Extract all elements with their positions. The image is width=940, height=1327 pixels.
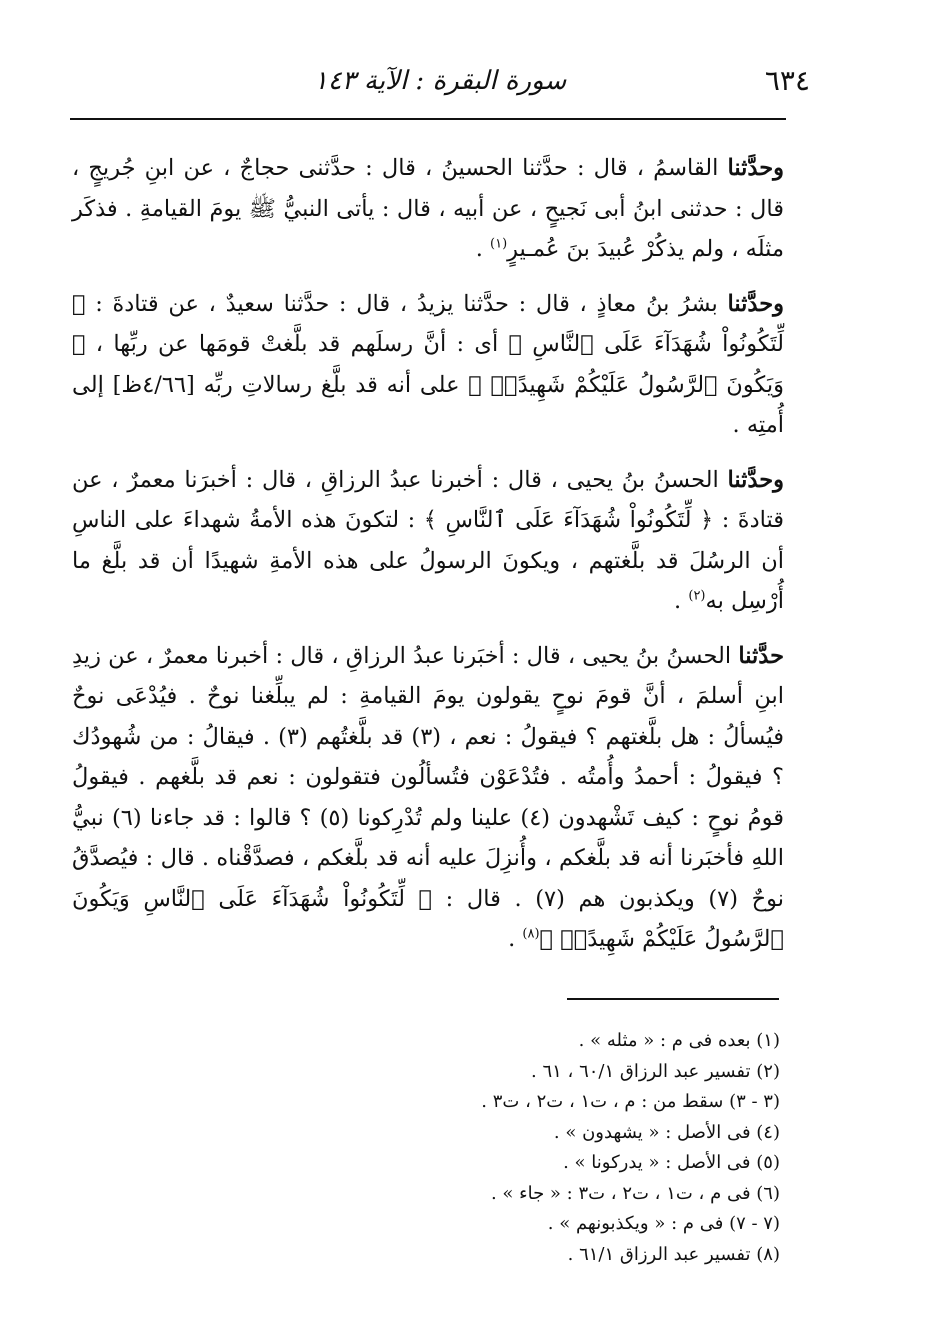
paragraph-text: الحسنُ بنُ يحيى ، قال : أخبرنا عبدُ الرزاقِ ، قال : أخبرَنا معمرٌ ، عن قتادةَ : ﴿ لِّتَكُونُواْ شُهَدَآءَ عَلَى ٱلنَّاسِ ﴾ : لتكونَ هذه الأمةُ شهداءَ على الناسِ أن الرسُلَ قد بلَّغتهم ، ويكونَ الرسولُ على هذه الأمةِ شهيدًا أن قد بلَّغ ما أُرْسِل به xyxy=(72,466,784,614)
page-number: ٦٣٤ xyxy=(764,64,810,97)
footnote: (٤) فى الأصل : « يشهدون » . xyxy=(553,1121,780,1143)
paragraph xyxy=(72,148,784,270)
paragraph xyxy=(72,284,784,446)
footnote: (٦) فى م ، ت١ ، ت٢ ، ت٣ : « جاء » . xyxy=(490,1182,780,1204)
footnote-ref: (٢) xyxy=(688,588,706,604)
paragraph-lead: وحدَّثنا xyxy=(727,155,785,181)
paragraph xyxy=(72,636,784,960)
footnote-ref: (١) xyxy=(490,236,508,252)
paragraph-text: القاسمُ ، قال : حدَّثنا الحسينُ ، قال : حدَّثنى حجاجٌ ، عن ابنِ جُريجٍ ، قال : حدثنى ابنُ أبى نَجيحٍ ، عن أبيه ، قال : يأتى النبيُّ ﷺ يومَ القيامةِ . فذكَر مثلَه ، ولم يذكُرْ عُبيدَ بنَ عُمـيرٍ xyxy=(72,155,784,262)
header-rule xyxy=(70,118,786,120)
main-text xyxy=(72,148,784,974)
paragraph-end: . xyxy=(475,236,490,262)
paragraph xyxy=(72,460,784,622)
footnotes xyxy=(120,1026,780,1270)
paragraph-end: . xyxy=(674,588,689,614)
footnote-ref: (٨) xyxy=(522,926,540,942)
paragraph-lead: وحدَّثنا xyxy=(727,466,784,493)
footnote: (٨) تفسير عبد الرزاق ٦١/١ . xyxy=(567,1243,780,1265)
running-title: سورة البقرة : الآية ١٤٣ xyxy=(313,66,567,96)
paragraph-text: الحسنُ بنُ يحيى ، قال : أخبَرنا عبدُ الرزاقِ ، قال : أخبرنا معمرٌ ، عن زيدِ ابنِ أسلمَ ، أنَّ قومَ نوحٍ يقولون يومَ القيامةِ : لم يبلِّغنا نوحٌ . فيُدْعَى نوحٌ فيُسألُ : هل بلَّغتهم ؟ فيقولُ : نعم ، (٣) قد بلَّغتُهم (٣) . فيقالُ : من شُهودُك ؟ فيقولُ : أحمدُ وأُمتُه . فتُدْعَوْن فتُسألُون فتقولون : نعم قد بلَّغهم . فيقولُ قومُ نوحٍ : كيف تَشْهدون (٤) علينا ولم تُدْرِكونا (٥) ؟ قالوا : قد جاءنا (٦) نبيُّ اللهِ فأخبَرنا أنه قد بلَّغكم ، وأُنزِلَ عليه أنه قد بلَّغكم ، فصدَّقْناه . قال : فيُصدَّقُ نوحٌ (٧) ويكذبون هم (٧) . قال : ﴿ لِّتَكُونُواْ شُهَدَآءَ عَلَى ٱلنَّاسِ وَيَكُونَ ٱلرَّسُولُ عَلَيْكُمْ شَهِيدًاۗ ﴾ xyxy=(72,642,785,952)
footnote: (١) بعده فى م : « مثله » . xyxy=(578,1030,780,1051)
footnote: (٥) فى الأصل : « يدركونا » . xyxy=(563,1152,780,1173)
footnote-rule xyxy=(567,998,779,1000)
paragraph-lead: وحدَّثنا xyxy=(727,290,784,317)
footnote: (٢) تفسير عبد الرزاق ٦٠/١ ، ٦١ . xyxy=(531,1060,780,1082)
footnote: (٧ - ٧) فى م : « ويكذبونهم » . xyxy=(547,1213,780,1234)
page-header xyxy=(70,64,810,104)
paragraph-end: . xyxy=(508,926,523,952)
footnote: (٣ - ٣) سقط من : م ، ت١ ، ت٢ ، ت٣ . xyxy=(481,1091,780,1112)
paragraph-lead: حدَّثنا xyxy=(738,642,784,669)
paragraph-text: بشرُ بنُ معاذٍ ، قال : حدَّثنا يزيدُ ، قال : حدَّثنا سعيدٌ ، عن قتادةَ : ﴿ لِّتَكُونُواْ شُهَدَآءَ عَلَى ٱلنَّاسِ ﴾ أى : أنَّ رسلَهم قد بلَّغتْ قومَها عن ربِّها ، ﴿ وَيَكُونَ ٱلرَّسُولُ عَلَيْكُمْ شَهِيدًاۗ ﴾ على أنه قد بلَّغ رسالاتِ ربِّه [٤/٦٦ظ] إلى أُمتِه . xyxy=(72,290,784,438)
